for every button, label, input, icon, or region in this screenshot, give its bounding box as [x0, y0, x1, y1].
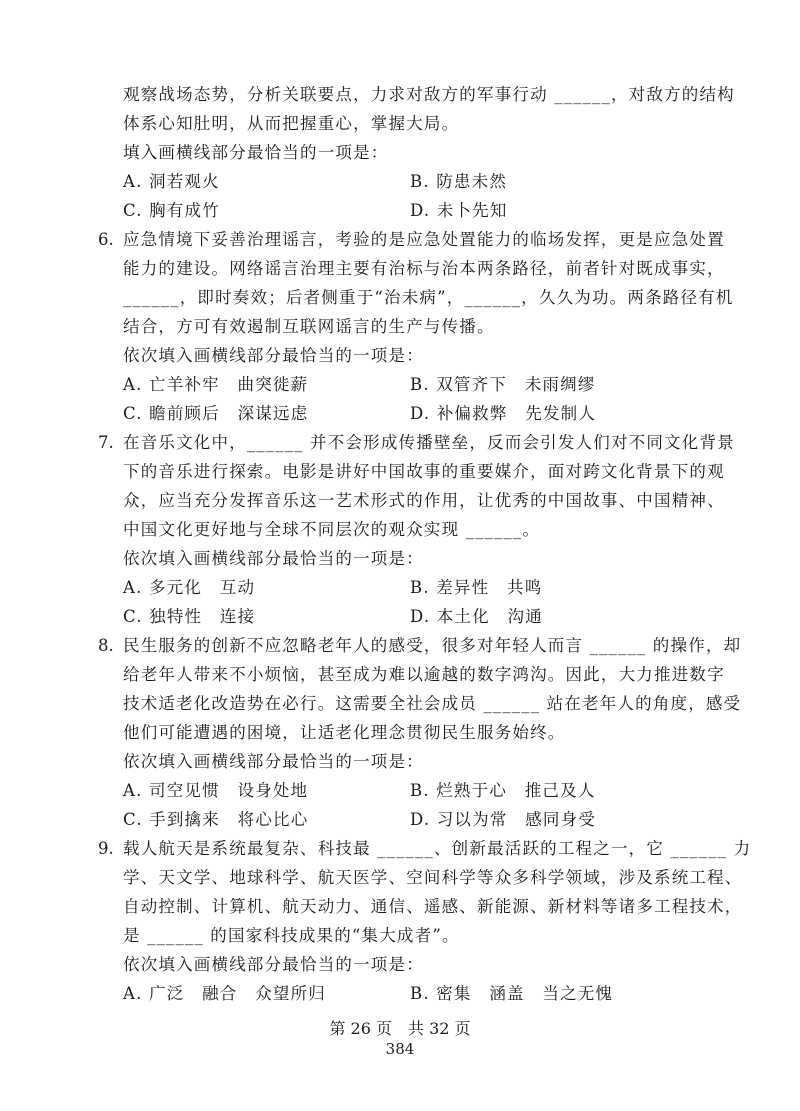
q7-option-c: C. 独特性 连接	[123, 607, 256, 626]
q9-text-line: 载人航天是系统最复杂、科技最 ______、创新最活跃的工程之一，它 ______ 力	[123, 839, 752, 858]
q8-prompt: 依次填入画横线部分最恰当的一项是：	[123, 752, 424, 771]
q5-option-d: D. 未卜先知	[410, 201, 508, 220]
q7-text-line: 众，应当充分发挥音乐这一艺术形式的作用，让优秀的中国故事、中国精神、	[123, 491, 725, 510]
q6-option-b: B. 双管齐下 未雨绸缪	[410, 375, 596, 394]
q9-option-a: A. 广泛 融合 众望所归	[123, 984, 327, 1003]
q8-option-a: A. 司空见惯 设身处地	[123, 781, 309, 800]
q9-option-b: B. 密集 涵盖 当之无愧	[410, 984, 614, 1003]
q7-option-d: D. 本土化 沟通	[410, 607, 543, 626]
q8-option-c: C. 手到擒来 将心比心	[123, 810, 309, 829]
q8-option-b: B. 烂熟于心 推己及人	[410, 781, 596, 800]
q8-number: 8.	[98, 636, 114, 655]
q8-text-line: 给老年人带来不小烦恼，甚至成为难以逾越的数字鸿沟。因此，大力推进数字	[123, 665, 725, 684]
q9-text-line: 自动控制、计算机、航天动力、通信、遥感、新能源、新材料等诸多工程技术，	[123, 897, 743, 916]
page-number: 384	[385, 1040, 415, 1058]
q7-text-line: 下的音乐进行探索。电影是讲好中国故事的重要媒介，面对跨文化背景下的观	[123, 462, 725, 481]
q5-text-line: 体系心知肚明，从而把握重心，掌握大局。	[123, 114, 460, 133]
q5-option-c: C. 胸有成竹	[123, 201, 220, 220]
q7-text-line: 中国文化更好地与全球不同层次的观众实现 ______。	[123, 520, 541, 539]
q7-number: 7.	[98, 433, 114, 452]
q5-text-line: 观察战场态势，分析关联要点，力求对敌方的军事行动 ______，对敌方的结构	[123, 85, 735, 104]
q6-number: 6.	[98, 230, 114, 249]
q6-option-c: C. 瞻前顾后 深谋远虑	[123, 404, 309, 423]
q8-text-line: 他们可能遭遇的困境，让适老化理念贯彻民生服务始终。	[123, 723, 566, 742]
page-label: 第 26 页 共 32 页	[329, 1019, 471, 1038]
q7-option-a: A. 多元化 互动	[123, 578, 256, 597]
q9-text-line: 学、天文学、地球科学、航天医学、空间科学等众多科学领域，涉及系统工程、	[123, 868, 743, 887]
q5-prompt: 填入画横线部分最恰当的一项是：	[123, 143, 389, 162]
q5-option-a: A. 洞若观火	[123, 172, 220, 191]
q6-option-a: A. 亡羊补牢 曲突徙薪	[123, 375, 309, 394]
q6-text-line: 结合，方可有效遏制互联网谣言的生产与传播。	[123, 317, 495, 336]
q7-prompt: 依次填入画横线部分最恰当的一项是：	[123, 549, 424, 568]
q9-text-line: 是 ______ 的国家科技成果的“集大成者”。	[123, 926, 460, 945]
q6-prompt: 依次填入画横线部分最恰当的一项是：	[123, 346, 424, 365]
q8-option-d: D. 习以为常 感同身受	[410, 810, 597, 829]
q7-text-line: 在音乐文化中，______ 并不会形成传播壁垒，反而会引发人们对不同文化背景	[123, 433, 735, 452]
q9-prompt: 依次填入画横线部分最恰当的一项是：	[123, 955, 424, 974]
q6-text-line: ______，即时奏效；后者侧重于“治未病”，______，久久为功。两条路径有机	[123, 288, 734, 307]
q9-number: 9.	[98, 839, 114, 858]
q8-text-line: 技术适老化改造势在必行。这需要全社会成员 ______ 站在老年人的角度，感受	[123, 694, 742, 713]
q6-text-line: 应急情境下妥善治理谣言，考验的是应急处置能力的临场发挥，更是应急处置	[123, 230, 725, 249]
q6-text-line: 能力的建设。网络谣言治理主要有治标与治本两条路径，前者针对既成事实，	[123, 259, 725, 278]
q6-option-d: D. 补偏救弊 先发制人	[410, 404, 597, 423]
q7-option-b: B. 差异性 共鸣	[410, 578, 543, 597]
q8-text-line: 民生服务的创新不应忽略老年人的感受，很多对年轻人而言 ______ 的操作，却	[123, 636, 742, 655]
q5-option-b: B. 防患未然	[410, 172, 508, 191]
